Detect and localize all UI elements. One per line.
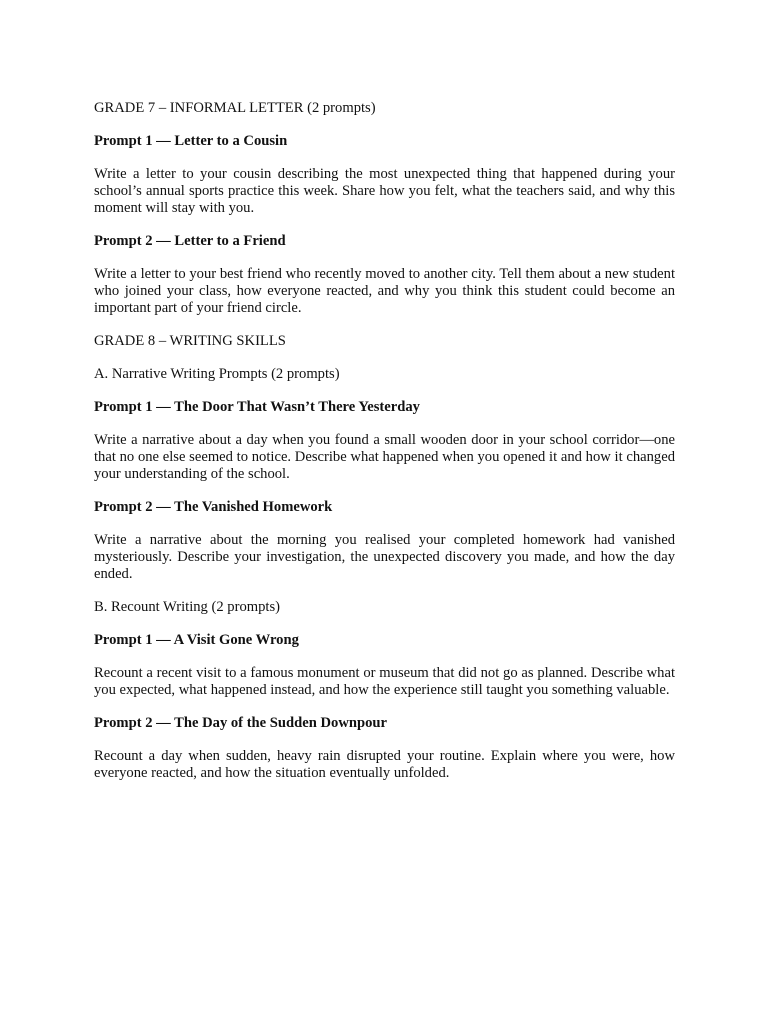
narrative-prompt1-title: Prompt 1 — The Door That Wasn’t There Yesterday	[94, 399, 420, 415]
recount-prompt2-body: Recount a day when sudden, heavy rain disrupted your routine. Explain where you were, how everyone reacted, and how the situation eventually unfolded.	[94, 748, 675, 781]
document-page	[94, 100, 675, 798]
recount-prompt1-title: Prompt 1 — A Visit Gone Wrong	[94, 632, 299, 648]
narrative-prompt2-title: Prompt 2 — The Vanished Homework	[94, 499, 333, 515]
grade7-prompt1-body: Write a letter to your cousin describing the most unexpected thing that happened during your school’s annual sports practice this week. Share how you felt, what the teachers said, and why this moment will stay with you.	[94, 166, 675, 216]
grade8-heading: GRADE 8 – WRITING SKILLS	[94, 333, 286, 349]
narrative-prompt2-body: Write a narrative about the morning you realised your completed homework had vanished mysteriously. Describe your investigation, the unexpected discovery you made, and how the day ended.	[94, 532, 675, 582]
grade7-heading: GRADE 7 – INFORMAL LETTER (2 prompts)	[94, 100, 376, 116]
recount-heading: B. Recount Writing (2 prompts)	[94, 599, 281, 615]
grade7-prompt2-body: Write a letter to your best friend who recently moved to another city. Tell them about a new student who joined your class, how everyone reacted, and why you think this student could become an important part of your friend circle.	[94, 266, 675, 316]
grade7-prompt1-title: Prompt 1 — Letter to a Cousin	[94, 133, 288, 149]
recount-prompt1-body: Recount a recent visit to a famous monument or museum that did not go as planned. Describe what you expected, what happened instead, and how the experience still taught you something valuable.	[94, 665, 675, 698]
recount-prompt2-title: Prompt 2 — The Day of the Sudden Downpour	[94, 715, 388, 731]
grade7-prompt2-title: Prompt 2 — Letter to a Friend	[94, 233, 286, 249]
narrative-prompt1-body: Write a narrative about a day when you found a small wooden door in your school corridor—one that no one else seemed to notice. Describe what happened when you opened it and how it changed your understanding of the school.	[94, 432, 675, 482]
narrative-heading: A. Narrative Writing Prompts (2 prompts)	[94, 366, 340, 382]
